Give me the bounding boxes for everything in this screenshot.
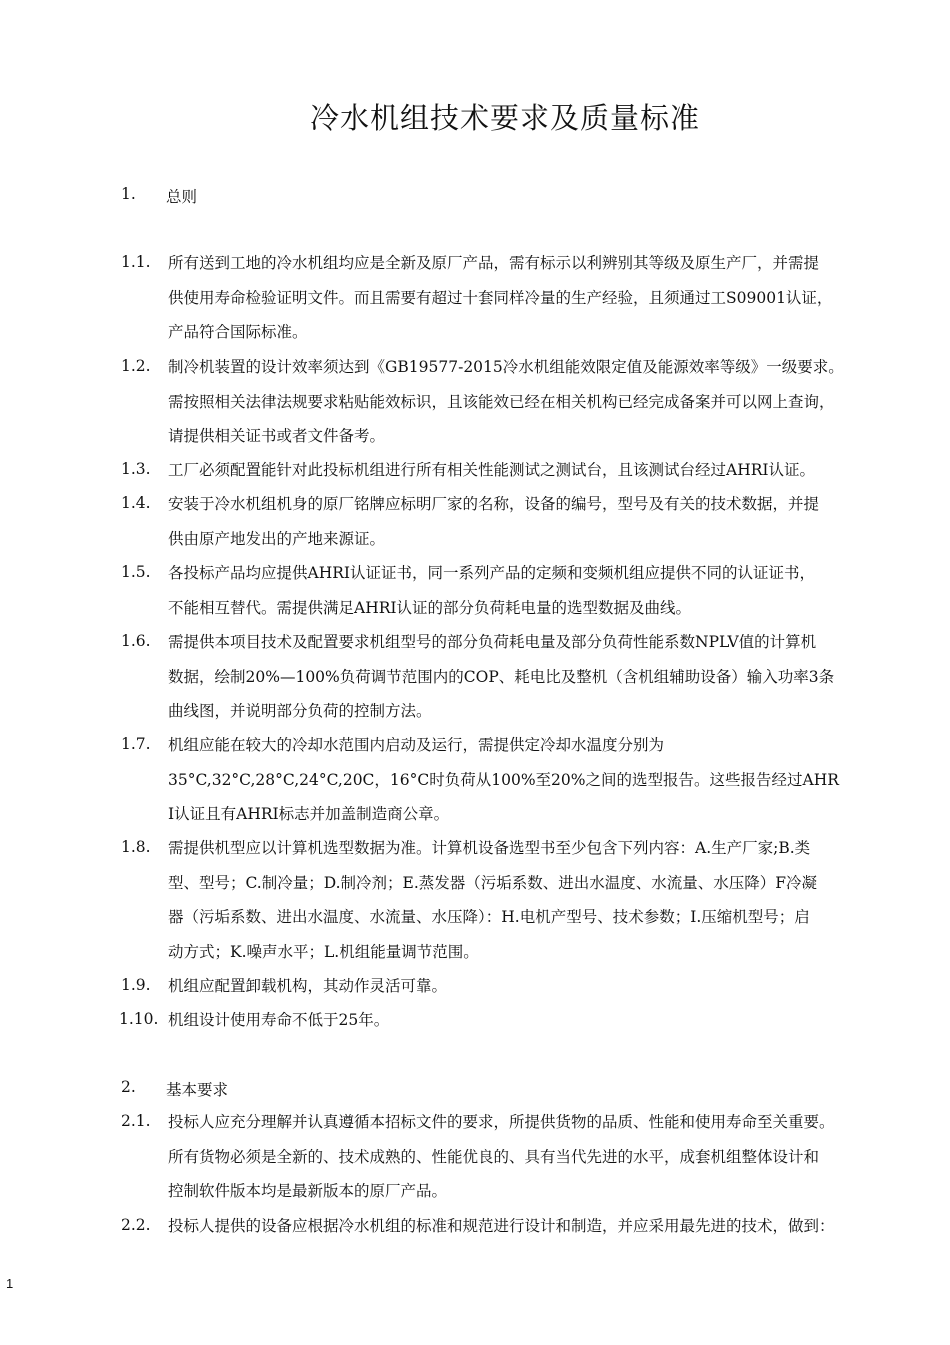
clause-line: 投标人应充分理解并认真遵循本招标文件的要求，所提供货物的品质、性能和使用寿命至关重要。 [168,1113,835,1131]
clause-text [168,253,890,357]
section-number: 1. [121,185,136,203]
clause-text [168,357,890,461]
section-title: 总则 [166,188,198,206]
clause-number: 1.1. [121,253,151,271]
clause-line: 需提供机型应以计算机选型数据为准。计算机设备选型书至少包含下列内容：A.生产厂家;B.类 [168,839,811,857]
clause-number: 1.5. [121,563,151,581]
clause-number: 2.1. [121,1112,151,1130]
clause-line: 控制软件版本均是最新版本的原厂产品。 [168,1182,448,1201]
document-title: 冷水机组技术要求及质量标准 [309,101,700,135]
clause-line: 工厂必须配置能针对此投标机组进行所有相关性能测试之测试台，且该测试台经过AHRI认证。 [168,461,816,479]
clause-line: 产品符合国际标准。 [168,323,308,342]
clause-text [168,1010,890,1045]
page-number: 1 [6,1276,14,1291]
clause-line: 需提供本项目技术及配置要求机组型号的部分负荷耗电量及部分负荷性能系数NPLV值的计算机 [168,633,817,651]
clause-text [168,563,890,632]
clause-line: 制冷机装置的设计效率须达到《GB19577-2015冷水机组能效限定值及能源效率等级》一级要求。 [168,358,844,376]
clause-line: 投标人提供的设备应根据冷水机组的标准和规范进行设计和制造，并应采用最先进的技术，做到： [168,1217,835,1235]
clause-number: 1.7. [121,735,151,753]
clause-line: 型、型号；C.制冷量；D.制冷剂；E.蒸发器（污垢系数、进出水温度、水流量、水压降）F冷凝 [168,873,818,892]
clause-line: 35°C,32°C,28°C,24°C,20C，16°C时负荷从100%至20%之间的选型报告。这些报告经过AHR [168,770,839,789]
clause-number: 1.8. [121,838,151,856]
clause-line: 请提供相关证书或者文件备考。 [168,427,386,446]
section-number: 2. [121,1078,136,1096]
clause-number: 1.2. [121,357,151,375]
clause-line: 器（污垢系数、进出水温度、水流量、水压降）：H.电机产型号、技术参数；I.压缩机型号；启 [168,908,810,927]
clause-line: 所有送到工地的冷水机组均应是全新及原厂产品，需有标示以利辨别其等级及原生产厂，并需提 [168,254,820,272]
clause-line: 机组应配置卸载机构，其动作灵活可靠。 [168,977,448,995]
clause-number: 2.2. [121,1216,151,1234]
clause-line: 动方式；K.噪声水平；L.机组能量调节范围。 [168,942,479,961]
clause-text [168,1112,890,1216]
clause-line: 各投标产品均应提供AHRI认证证书，同一系列产品的定频和变频机组应提供不同的认证证书， [168,564,816,582]
clause-number: 1.6. [121,632,151,650]
section-title: 基本要求 [166,1081,229,1099]
clause-text [168,735,890,839]
clause-line: 供使用寿命检验证明文件。而且需要有超过十套同样冷量的生产经验，且须通过工S09001认证， [168,288,833,307]
clause-text [168,976,890,1011]
clause-line: 机组应能在较大的冷却水范围内启动及运行，需提供定冷却水温度分别为 [168,736,665,754]
clause-number: 1.4. [121,494,151,512]
clause-text [168,460,890,495]
clause-line: 机组设计使用寿命不低于25年。 [168,1011,390,1029]
clause-line: 曲线图，并说明部分负荷的控制方法。 [168,702,432,721]
clause-number: 1.10. [119,1010,159,1028]
clause-line: I认证且有AHRI标志并加盖制造商公章。 [168,805,450,824]
clause-line: 不能相互替代。需提供满足AHRI认证的部分负荷耗电量的选型数据及曲线。 [168,598,692,617]
clause-number: 1.3. [121,460,151,478]
clause-line: 供由原产地发出的产地来源证。 [168,529,386,548]
clause-line: 数据，绘制20%—100%负荷调节范围内的COP、耗电比及整机（含机组辅助设备）输入功率3条 [168,667,835,686]
clause-line: 需按照相关法律法规要求粘贴能效标识，且该能效已经在相关机构已经完成备案并可以网上查询， [168,392,835,411]
clause-line: 所有货物必须是全新的、技术成熟的、性能优良的、具有当代先进的水平，成套机组整体设计和 [168,1147,820,1166]
clause-text [168,838,890,976]
clause-text [168,1216,890,1251]
clause-line: 安装于冷水机组机身的原厂铭牌应标明厂家的名称，设备的编号，型号及有关的技术数据，并提 [168,495,820,513]
clause-number: 1.9. [121,976,151,994]
clause-text [168,632,890,736]
clause-text [168,494,890,563]
